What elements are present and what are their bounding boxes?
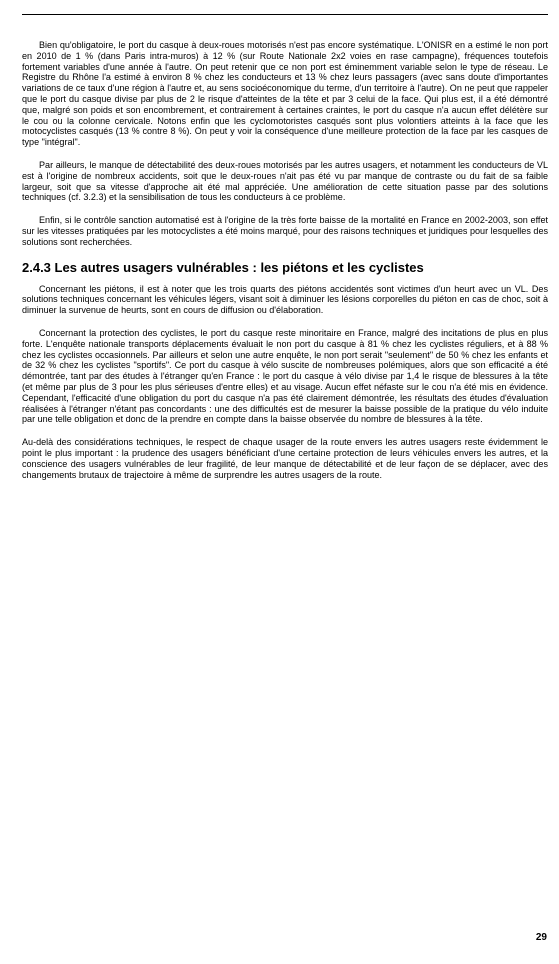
header-rule [22, 14, 548, 15]
paragraph-cyclists: Concernant la protection des cyclistes, le port du casque reste minoritaire en France, malgré des incitations de plus en plus forte. L'enquête nationale transports déplacements évaluait le non port du casque à 81 % chez les cyclistes réguliers, et à 88 % chez les cyclistes occasionnels. Par ailleurs et selon une autre enquête, le non port serait "seulement" de 50 % chez les enfants et de 32 % chez les cyclistes "sportifs". Ce port du casque à vélo suscite de nombreuses polémiques, alors que son efficacité a été démontrée, tant par des études à l'étranger qu'en France : le port du casque à vélo divise par 1,4 le risque de blessures à la tête (et même par plus de 3 pour les plus sérieuses d'entre elles) et au visage. Aucun effet néfaste sur le cou n'a été mis en évidence. Cependant, l'efficacité d'une obligation du port du casque n'a pas été clairement démontrée, les résultats des études d'évaluation réalisées à l'étranger n'étant pas concordants : une des difficultés est de mesurer la baisse possible de la pratique du vélo induite par une telle obligation et donc de la prendre en compte dans la baisse observée du nombre de blessures à la tête. [22, 327, 548, 425]
page-number: 29 [535, 932, 547, 943]
paragraph-speed-control: Enfin, si le contrôle sanction automatisé est à l'origine de la très forte baisse de la mortalité en France en 2002-2003, son effet sur les vitesses pratiquées par les motocyclistes a été moins marqué, pour des raisons techniques et juridiques pour lesquelles des solutions sont recherchées. [22, 215, 548, 247]
section-heading: 2.4.3 Les autres usagers vulnérables : les piétons et les cyclistes [22, 259, 424, 275]
paragraph-pedestrians: Concernant les piétons, il est à noter que les trois quarts des piétons accidentés sont victimes d'un heurt avec un VL. Des solutions techniques concernant les véhicules légers, visant soit à diminuer les lésions corporelles du piéton en cas de choc, soit à diminuer la survenue de heurts, sont en cours de diffusion ou d'élaboration. [22, 283, 548, 316]
paragraph-helmet-moto: Bien qu'obligatoire, le port du casque à deux-roues motorisés n'est pas encore systématique. L'ONISR en a estimé le non port en 2010 de 1 % (dans Paris intra-muros) à 12 % (sur Route Nationale 2x2 voies en rase campagne), fréquences toutefois fortement variables d'une année à l'autre. On peut retenir que ce non port est éminemment variable selon le type de réseau. Le Registre du Rhône l'a estimé à environ 8 % chez les conducteurs et 13 % chez leurs passagers (avec sans doute d'importantes variations de ce taux d'une région à l'autre et, au sens socioéconomique du terme, d'un territoire à l'autre). On ne peut que rappeler que le port du casque divise par plus de 2 le risque d'atteintes de la tête et par 3 celui de la face. Qui plus est, il a été démontré que, malgré son poids et son encombrement, et contrairement à certaines craintes, le port du casque n'a aucun effet délétère sur le cou ou la colonne cervicale. Notons enfin que les cyclomotoristes casqués sont plus volontiers atteints à la face que les motocyclistes casqués (13 % contre 8 %). On peut y voir la conséquence d'une meilleure protection de la face par les casques de type "intégral". [22, 40, 548, 148]
document-body [22, 40, 548, 492]
paragraph-respect: Au-delà des considérations techniques, le respect de chaque usager de la route envers les autres usagers reste évidemment le point le plus important : la prudence des usagers bénéficiant d'une certaine protection de leurs véhicules envers les autres, et la conscience des usagers vulnérables de leur fragilité, de leur manque de détectabilité et de leur façon de se déplacer, avec des changements brutaux de trajectoire à même de surprendre les autres usagers de la route. [22, 437, 548, 480]
paragraph-detectability: Par ailleurs, le manque de détectabilité des deux-roues motorisés par les autres usagers, et notamment les conducteurs de VL est à l'origine de nombreux accidents, soit que le deux-roues n'ait pas été vu par manque de contraste ou du fait de sa faible largeur, soit que sa vitesse d'approche ait été mal appréciée. Une amélioration de cette situation passe par des solutions techniques (cf. 3.2.3) et la sensibilisation de tous les conducteurs à ce problème. [22, 159, 548, 203]
